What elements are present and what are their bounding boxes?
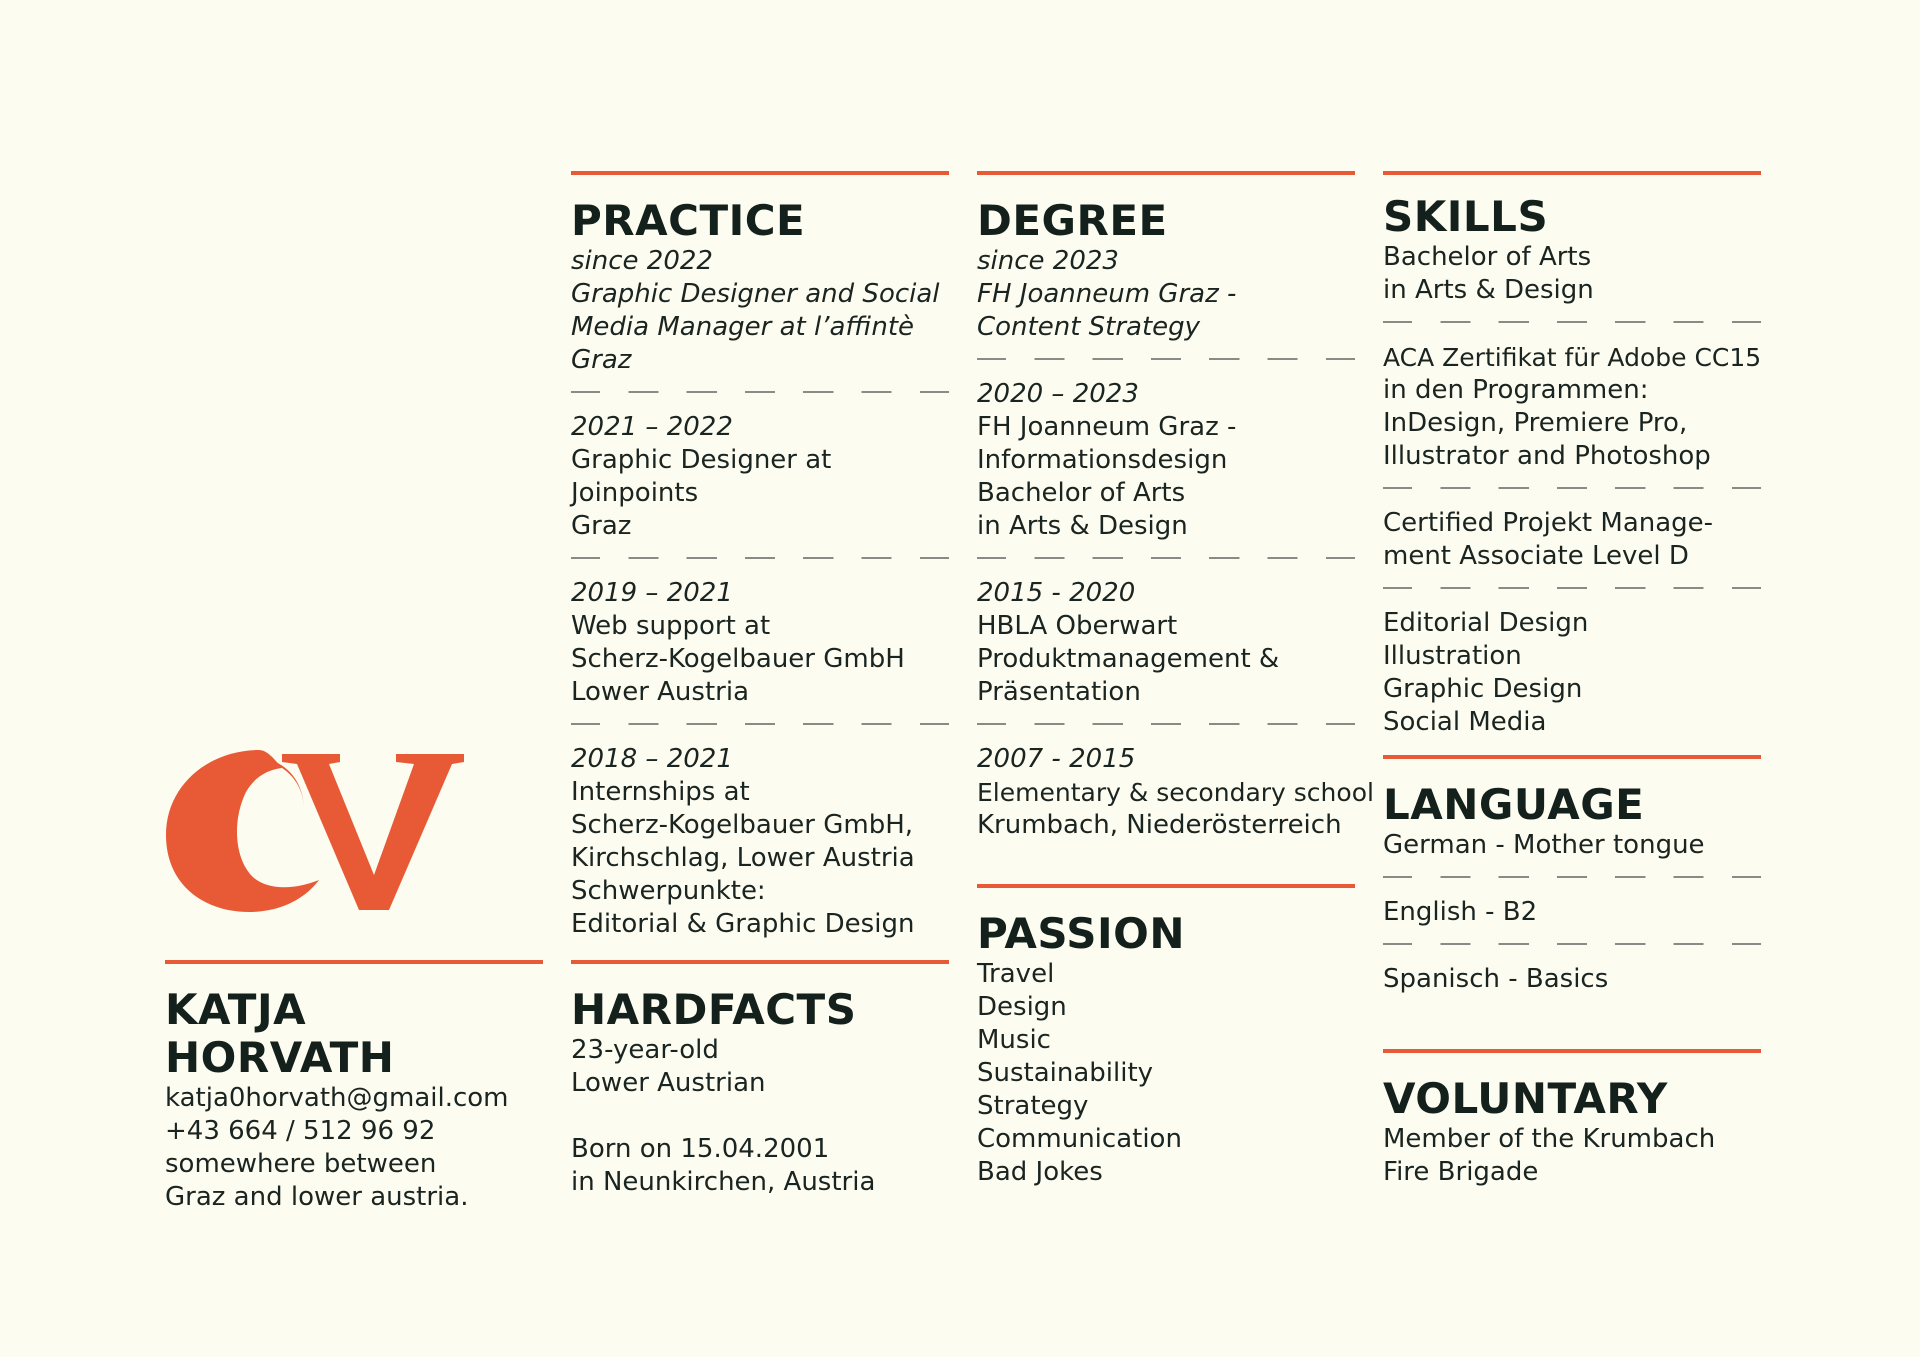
cv-logo-c — [166, 750, 319, 912]
dashed-divider — [977, 723, 1355, 725]
skills-group — [1383, 507, 1761, 573]
degree-line: Präsentation — [977, 677, 1141, 707]
location-line-1: somewhere between — [165, 1149, 437, 1179]
practice-line: Graz — [571, 345, 632, 375]
dashed-divider — [1383, 587, 1761, 589]
location-line-2: Graz and lower austria. — [165, 1182, 469, 1212]
practice-line: Editorial & Graphic Design — [571, 909, 915, 939]
degree-date: 2007 - 2015 — [977, 744, 1136, 774]
person-column — [165, 960, 543, 1214]
practice-line: Graz — [571, 511, 632, 541]
practice-line: Lower Austria — [571, 677, 750, 707]
degree-entry — [977, 378, 1355, 543]
degree-line: FH Joanneum Graz - — [977, 412, 1237, 442]
skills-heading: SKILLS — [1383, 192, 1549, 241]
practice-line: Scherz-Kogelbauer GmbH — [571, 644, 905, 674]
language-rule — [1383, 755, 1761, 759]
degree-entry — [977, 743, 1374, 842]
degree-line: Content Strategy — [977, 312, 1201, 342]
passion-heading: PASSION — [977, 909, 1186, 958]
skills-line: Editorial Design — [1383, 608, 1589, 638]
practice-date: since 2022 — [571, 246, 713, 276]
practice-section — [571, 171, 949, 941]
hardfacts-section — [571, 960, 949, 1199]
practice-rule — [571, 171, 949, 175]
practice-entry — [571, 411, 949, 543]
degree-line: HBLA Oberwart — [977, 611, 1178, 641]
cv-logo — [164, 740, 474, 920]
skills-line: Graphic Design — [1383, 674, 1583, 704]
degree-rule — [977, 171, 1355, 175]
hardfacts-line: in Neunkirchen, Austria — [571, 1167, 876, 1197]
person-name: KATJA HORVATH — [165, 985, 395, 1082]
skills-line: Social Media — [1383, 707, 1547, 737]
skills-group — [1383, 341, 1761, 473]
skills-line: in den Programmen: — [1383, 375, 1649, 405]
degree-heading: DEGREE — [977, 196, 1168, 245]
skills-rule — [1383, 171, 1761, 175]
practice-entry — [571, 245, 949, 377]
voluntary-line: Fire Brigade — [1383, 1157, 1539, 1187]
degree-entry — [977, 245, 1355, 344]
passion-item: Sustainability — [977, 1058, 1154, 1088]
skills-group — [1383, 241, 1761, 307]
skills-line: ACA Zertifikat für Adobe CC15 — [1383, 343, 1762, 372]
passion-item: Music — [977, 1025, 1051, 1055]
hardfacts-line: Lower Austrian — [571, 1068, 766, 1098]
practice-entry — [571, 743, 949, 941]
practice-line: Graphic Designer at — [571, 445, 832, 475]
degree-date: 2020 – 2023 — [977, 379, 1139, 409]
degree-line: FH Joanneum Graz - — [977, 279, 1237, 309]
voluntary-heading: VOLUNTARY — [1383, 1074, 1668, 1123]
language-item: English - B2 — [1383, 897, 1538, 927]
person-rule — [165, 960, 543, 964]
hardfacts-line: 23-year-old — [571, 1035, 719, 1065]
practice-line: Schwerpunkte: — [571, 876, 766, 906]
degree-section — [977, 171, 1374, 842]
degree-line: in Arts & Design — [977, 511, 1188, 541]
passion-section — [977, 884, 1355, 1189]
practice-heading: PRACTICE — [571, 196, 806, 245]
degree-date: 2015 - 2020 — [977, 578, 1136, 608]
passion-item: Communication — [977, 1124, 1182, 1154]
dashed-divider — [571, 391, 949, 393]
practice-date: 2018 – 2021 — [571, 744, 733, 774]
degree-date: since 2023 — [977, 246, 1119, 276]
dashed-divider — [1383, 943, 1761, 945]
practice-date: 2021 – 2022 — [571, 412, 733, 442]
skills-line: in Arts & Design — [1383, 275, 1594, 305]
skills-line: InDesign, Premiere Pro, — [1383, 408, 1688, 438]
practice-line: Kirchschlag, Lower Austria — [571, 843, 915, 873]
passion-item: Travel — [977, 959, 1055, 989]
practice-date: 2019 – 2021 — [571, 578, 733, 608]
degree-line: Bachelor of Arts — [977, 478, 1186, 508]
language-heading: LANGUAGE — [1383, 780, 1645, 829]
email-text: katja0horvath@gmail.com — [165, 1083, 509, 1113]
degree-line: Produktmanagement & — [977, 644, 1280, 674]
skills-line: Illustrator and Photoshop — [1383, 441, 1711, 471]
passion-item: Design — [977, 992, 1067, 1022]
phone-text: +43 664 / 512 96 92 — [165, 1116, 436, 1146]
skills-section — [1383, 171, 1761, 739]
hardfacts-line: Born on 15.04.2001 — [571, 1134, 830, 1164]
passion-item: Strategy — [977, 1091, 1089, 1121]
practice-line: Web support at — [571, 611, 771, 641]
skills-group — [1383, 607, 1761, 739]
practice-line: Graphic Designer and Social — [571, 279, 940, 309]
practice-line: Media Manager at l’affintè — [571, 312, 915, 342]
dashed-divider — [1383, 321, 1761, 323]
degree-entry — [977, 577, 1355, 709]
hardfacts-heading: HARDFACTS — [571, 985, 857, 1034]
dashed-divider — [571, 557, 949, 559]
skills-line: Illustration — [1383, 641, 1522, 671]
passion-item: Bad Jokes — [977, 1157, 1103, 1187]
practice-entry — [571, 577, 949, 709]
voluntary-line: Member of the Krumbach — [1383, 1124, 1716, 1154]
dashed-divider — [1383, 487, 1761, 489]
practice-line: Scherz-Kogelbauer GmbH, — [571, 810, 914, 840]
language-item: Spanisch - Basics — [1383, 964, 1609, 994]
dashed-divider — [977, 358, 1355, 360]
dashed-divider — [977, 557, 1355, 559]
skills-line: Bachelor of Arts — [1383, 242, 1592, 272]
language-section — [1383, 755, 1761, 996]
spacer — [571, 1100, 949, 1133]
dashed-divider — [571, 723, 949, 725]
hardfacts-rule — [571, 960, 949, 964]
passion-rule — [977, 884, 1355, 888]
degree-line: Elementary & secondary school — [977, 778, 1374, 807]
skills-line: ment Associate Level D — [1383, 541, 1689, 571]
practice-line: Internships at — [571, 777, 750, 807]
language-item: German - Mother tongue — [1383, 830, 1705, 860]
practice-line: Joinpoints — [571, 478, 699, 508]
degree-line: Informationsdesign — [977, 445, 1228, 475]
skills-line: Certified Projekt Manage- — [1383, 508, 1714, 538]
degree-line: Krumbach, Niederösterreich — [977, 810, 1342, 840]
voluntary-rule — [1383, 1049, 1761, 1053]
dashed-divider — [1383, 876, 1761, 878]
voluntary-section — [1383, 1049, 1761, 1189]
